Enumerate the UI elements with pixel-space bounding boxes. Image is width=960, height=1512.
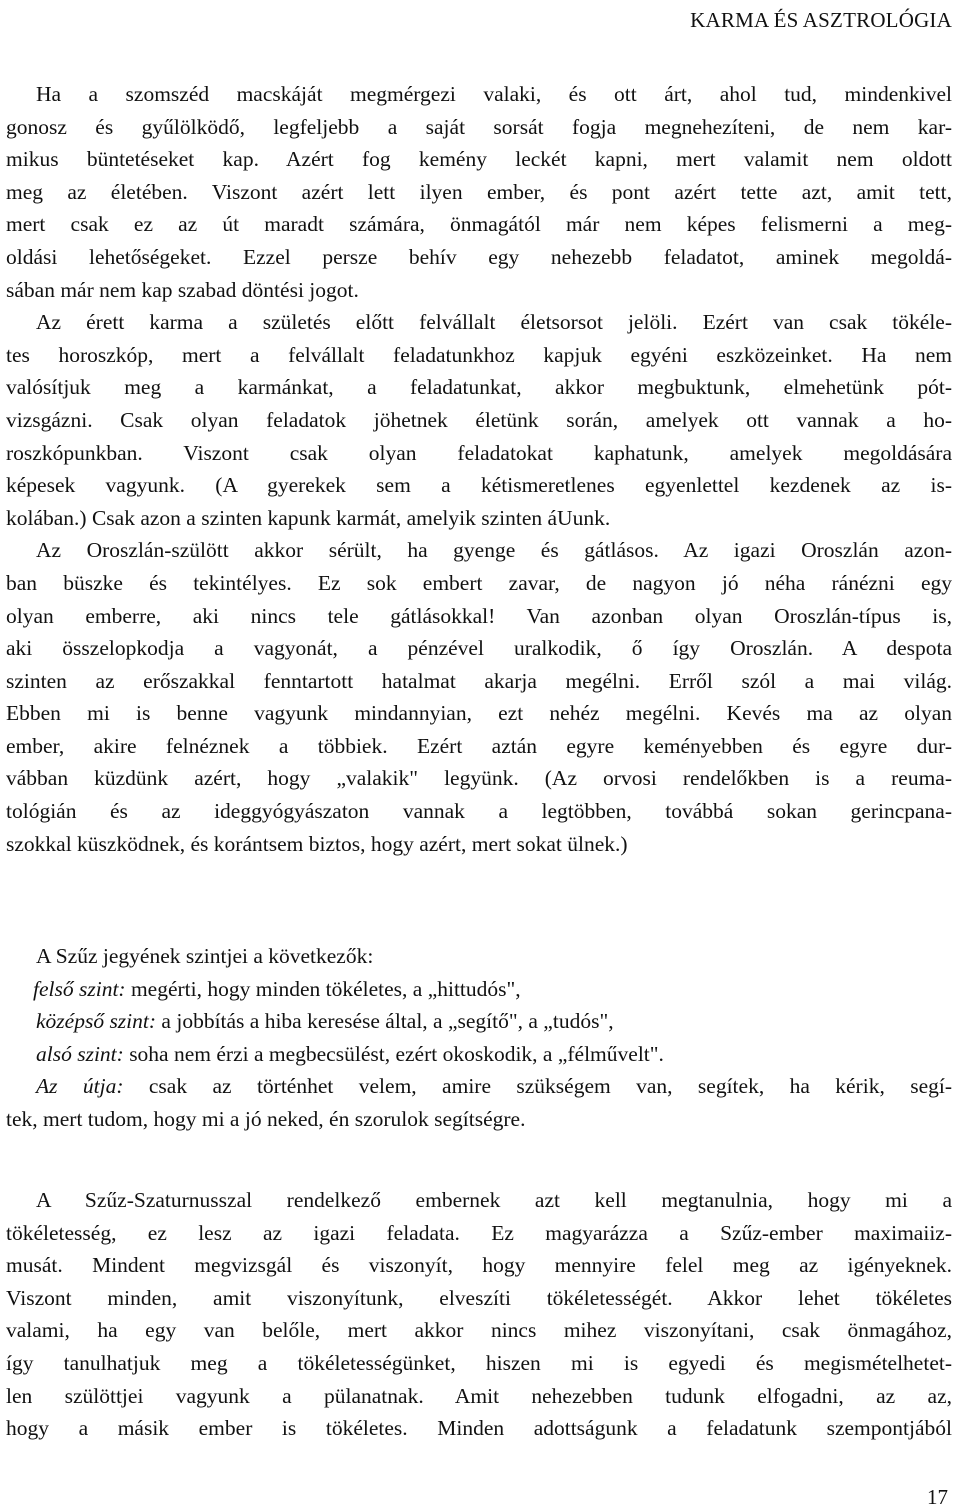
text-line: szokkal küszködnek, és korántsem biztos, hogy azért, mert sokat ülnek.) (6, 831, 628, 856)
running-header: KARMA ÉS ASZTROLÓGIA (690, 8, 952, 32)
text-line: vábban küzdünk azért, hogy „valakik" legyünk. (Az orvosi rendelőkben is a reuma- (6, 766, 952, 791)
text-line: roszkópunkban. Viszont csak olyan feladatokat kaphatunk, amelyek megoldására (6, 440, 952, 465)
text-line: valósítjuk meg a karmánkat, a feladatunkat, akkor megbuktunk, elmehetünk pót- (6, 375, 952, 400)
paragraph-block-2 (6, 1184, 952, 1445)
text-line: Viszont minden, amit viszonyítunk, elveszíti tökéletességét. Akkor lehet tökéletes (6, 1285, 952, 1310)
text-line: len szülöttjei vagyunk a pülanatnak. Amit nehezebben tudunk elfogadni, az az, (6, 1383, 952, 1408)
text-line: hogy a másik ember is tökéletes. Minden adottságunk a feladatunk szempontjából (6, 1416, 952, 1441)
level-lower (6, 1038, 952, 1071)
text-line: tes horoszkóp, mert a felvállalt feladatunkhoz kapjuk egyéni eszközeinket. Ha nem (6, 342, 952, 367)
text-line: valami, ha egy van belőle, mert akkor nincs mihez viszonyítani, csak önmagához, (6, 1318, 952, 1343)
level-middle-label: középső szint: (36, 1009, 157, 1034)
text-line: ember, akire felnéznek a többiek. Ezért aztán egyre keményebben és egyre dur- (6, 733, 952, 758)
text-line: Az Oroszlán-szülött akkor sérült, ha gyenge és gátlásos. Az igazi Oroszlán azon- (36, 538, 952, 563)
text-line: tológián és az ideggyógyászaton vannak a legtöbben, továbbá sokan gerincpana- (6, 799, 952, 824)
level-lower-label: alsó szint: (36, 1041, 124, 1066)
page-number: 17 (927, 1485, 948, 1509)
text-line: gonosz és gyűlölködő, legfeljebb a saját sorsát fogja megnehezíteni, de nem kar- (6, 114, 952, 139)
level-middle (6, 1005, 952, 1038)
levels-intro: A Szűz jegyének szintjei a következők: (36, 944, 374, 968)
text-line: olyan emberre, aki nincs tele gátlásokkal! Van azonban olyan Oroszlán-típus is, (6, 603, 952, 628)
level-lower-text: soha nem érzi a megbecsülést, ezért okoskodik, a „félművelt". (123, 1041, 664, 1066)
level-upper-label: felső szint: (33, 976, 126, 1001)
text-line: A Szűz-Szaturnusszal rendelkező embernek azt kell megtanulnia, hogy mi a (36, 1188, 952, 1212)
text-line: ban büszke és tekintélyes. Ez sok embert zavar, de nagyon jó néha ránézni egy (6, 570, 952, 595)
path-text: csak az történhet velem, amire szükségem van, segítek, ha kérik, segí- (123, 1074, 952, 1099)
text-line: mikus büntetéseket kap. Azért fog kemény leckét kapni, mert valamit nem oldott (6, 147, 952, 172)
path-line-2: tek, mert tudom, hogy mi a jó neked, én szorulok segítségre. (6, 1106, 526, 1131)
text-line: aki összelopkodja a vagyonát, a pénzével uralkodik, ő így Oroszlán. A despota (6, 636, 952, 661)
text-line: kolában.) Csak azon a szinten kapunk karmát, amelyik szinten áUunk. (6, 505, 611, 530)
text-line: így tanulhatjuk meg a tökéletességünket, hiszen mi is egyedi és megismételhetet- (6, 1350, 952, 1375)
text-line: tökéletesség, ez lesz az igazi feladata. Ez magyarázza a Szűz-ember maximaiiz- (6, 1220, 952, 1245)
text-line: Ebben mi is benne vagyunk mindannyian, ezt nehéz megélni. Kevés ma az olyan (6, 701, 952, 726)
level-middle-text: a jobbítás a hiba keresése által, a „segítő", a „tudós", (156, 1009, 614, 1034)
text-line: szinten az erőszakkal fenntartott hatalmat akarja megélni. Erről szól a mai világ. (6, 668, 952, 693)
text-line: Az érett karma a születés előtt felvállalt életsorsot jelöli. Ezért van csak tökéle- (36, 310, 952, 335)
text-line: vizsgázni. Csak olyan feladatok jöhetnek életünk során, amelyek ott vannak a ho- (6, 407, 952, 432)
text-line: meg az életében. Viszont azért lett ilyen ember, és pont azért tette azt, amit tett, (6, 179, 952, 204)
path-line (6, 1070, 952, 1103)
level-upper (6, 973, 952, 1006)
virgo-levels-block (6, 940, 952, 1136)
level-upper-text: megérti, hogy minden tökéletes, a „hittudós", (125, 976, 521, 1001)
text-line: oldási lehetőségeket. Ezzel persze behív egy nehezebb feladatot, aminek megoldá- (6, 244, 952, 269)
paragraph-block-1 (6, 78, 952, 860)
text-line: musát. Mindent megvizsgál és viszonyít, hogy mennyire felel meg az igényeknek. (6, 1253, 952, 1278)
text-line: képesek vagyunk. (A gyerekek sem a kétismeretlenes egyenlettel kezdenek az is- (6, 473, 952, 498)
path-label: Az útja: (36, 1074, 124, 1099)
text-line: Ha a szomszéd macskáját megmérgezi valaki, és ott árt, ahol tud, mindenkivel (36, 82, 952, 106)
text-line: sában már nem kap szabad döntési jogot. (6, 277, 359, 302)
text-line: mert csak ez az út maradt számára, önmagától már nem képes felismerni a meg- (6, 212, 952, 237)
